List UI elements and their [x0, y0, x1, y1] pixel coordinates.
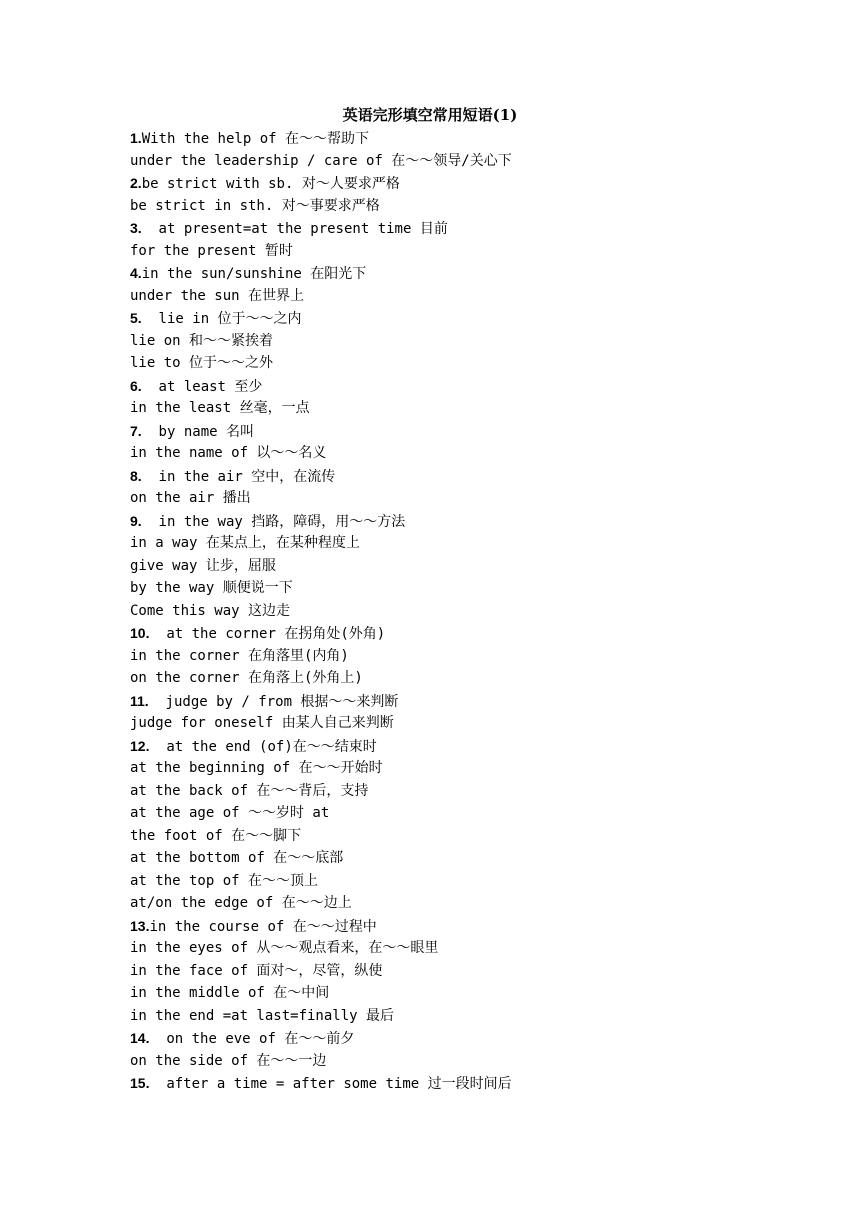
phrase-line [130, 960, 830, 983]
phrase-text: at the age of ～～岁时 at [130, 805, 330, 821]
phrase-line [130, 487, 830, 510]
phrase-line [130, 600, 830, 623]
phrase-line [130, 217, 830, 240]
phrase-text: in the sun/sunshine 在阳光下 [141, 266, 367, 282]
phrase-text: on the air 播出 [130, 490, 251, 506]
phrase-text: on the corner 在角落上(外角上) [130, 670, 363, 686]
item-number: 7. [130, 422, 142, 439]
phrase-text: lie to 位于～～之外 [130, 355, 274, 371]
phrase-line [130, 172, 830, 195]
phrase-text: in the way 挡路，障碍，用～～方法 [141, 513, 406, 530]
phrase-line [130, 622, 830, 645]
item-number: 4. [130, 265, 142, 281]
phrase-line [130, 825, 830, 848]
phrase-text: by the way 顺便说一下 [130, 580, 293, 596]
phrase-text: at the bottom of 在～～底部 [130, 850, 344, 866]
phrase-text: by name 名叫 [141, 423, 254, 440]
phrase-text: the foot of 在～～脚下 [130, 827, 302, 844]
phrase-text: in the course of 在～～过程中 [149, 918, 377, 935]
item-number: 8. [130, 467, 142, 484]
item-number: 10. [130, 625, 150, 641]
phrase-text: at the corner 在拐角处(外角) [149, 626, 386, 642]
item-number: 6. [130, 377, 142, 394]
phrase-line [130, 240, 830, 263]
phrase-line [130, 510, 830, 533]
item-number: 15. [130, 1075, 150, 1091]
phrase-text: under the leadership / care of 在～～领导/关心下 [130, 152, 512, 169]
phrase-text: on the eve of 在～～前夕 [149, 1031, 355, 1047]
phrase-line [130, 352, 830, 375]
phrase-text: at the beginning of 在～～开始时 [130, 760, 383, 776]
phrase-text: at least 至少 [141, 378, 263, 395]
phrase-line [130, 127, 830, 150]
phrase-text: in the corner 在角落里(内角) [130, 647, 349, 664]
phrase-line [130, 712, 830, 735]
phrase-text: With the help of 在～～帮助下 [141, 131, 369, 147]
phrase-line [130, 285, 830, 308]
phrase-line [130, 397, 830, 420]
phrase-line [130, 735, 830, 758]
phrase-line [130, 870, 830, 893]
phrase-text: for the present 暂时 [130, 242, 293, 259]
item-number: 12. [130, 737, 150, 754]
item-number: 1. [130, 130, 142, 146]
phrase-line [130, 780, 830, 803]
phrase-text: under the sun 在世界上 [130, 287, 305, 304]
phrase-text: at/on the edge of 在～～边上 [130, 895, 352, 911]
phrase-line [130, 1005, 830, 1028]
phrase-list [130, 127, 830, 1095]
phrase-text: in the middle of 在～中间 [130, 985, 330, 1001]
item-number: 14. [130, 1030, 150, 1046]
phrase-line [130, 465, 830, 488]
phrase-text: at the back of 在～～背后，支持 [130, 782, 369, 799]
item-number: 11. [130, 692, 149, 709]
item-number: 5. [130, 310, 142, 326]
phrase-line [130, 982, 830, 1005]
phrase-text: lie in 位于～～之内 [141, 311, 302, 327]
phrase-line [130, 937, 830, 960]
phrase-text: in a way 在某点上，在某种程度上 [130, 535, 360, 551]
phrase-line [130, 555, 830, 578]
phrase-line [130, 1050, 830, 1073]
phrase-text: in the least 丝毫，一点 [130, 400, 310, 416]
phrase-text: in the eyes of 从～～观点看来，在～～眼里 [130, 940, 439, 956]
phrase-text: be strict in sth. 对～事要求严格 [130, 197, 380, 214]
item-number: 9. [130, 512, 142, 529]
phrase-text: be strict with sb. 对～人要求严格 [141, 176, 400, 192]
phrase-line [130, 330, 830, 353]
phrase-line [130, 667, 830, 690]
phrase-line [130, 577, 830, 600]
phrase-text: after a time = after some time 过一段时间后 [149, 1076, 512, 1092]
phrase-text: in the air 空中，在流传 [141, 468, 336, 485]
phrase-text: Come this way 这边走 [130, 602, 291, 619]
phrase-text: give way 让步，屈服 [130, 557, 276, 574]
phrase-text: at present=at the present time 目前 [141, 221, 448, 237]
phrase-line [130, 847, 830, 870]
phrase-line [130, 307, 830, 330]
phrase-text: judge for oneself 由某人自己来判断 [130, 715, 394, 731]
phrase-line [130, 1072, 830, 1095]
phrase-line [130, 892, 830, 915]
phrase-line [130, 532, 830, 555]
phrase-text: in the name of 以～～名义 [130, 445, 327, 461]
document-title: 英语完形填空常用短语(1) [342, 106, 518, 124]
phrase-text: at the end (of)在～～结束时 [149, 738, 377, 755]
phrase-line [130, 802, 830, 825]
phrase-line [130, 915, 830, 938]
phrase-text: in the end =at last=finally 最后 [130, 1007, 395, 1024]
phrase-line [130, 420, 830, 443]
phrase-line [130, 1027, 830, 1050]
phrase-text: at the top of 在～～顶上 [130, 872, 319, 889]
phrase-line [130, 442, 830, 465]
phrase-line [130, 150, 830, 173]
phrase-line [130, 262, 830, 285]
item-number: 3. [130, 220, 142, 236]
phrase-text: judge by / from 根据～～来判断 [148, 693, 399, 710]
phrase-line [130, 195, 830, 218]
item-number: 13. [130, 917, 150, 934]
item-number: 2. [130, 175, 142, 191]
phrase-line [130, 757, 830, 780]
phrase-line [130, 375, 830, 398]
phrase-line [130, 690, 830, 713]
phrase-text: lie on 和～～紧挨着 [130, 332, 274, 349]
phrase-line [130, 645, 830, 668]
phrase-text: in the face of 面对～，尽管，纵使 [130, 962, 383, 979]
phrase-text: on the side of 在～～一边 [130, 1052, 327, 1069]
